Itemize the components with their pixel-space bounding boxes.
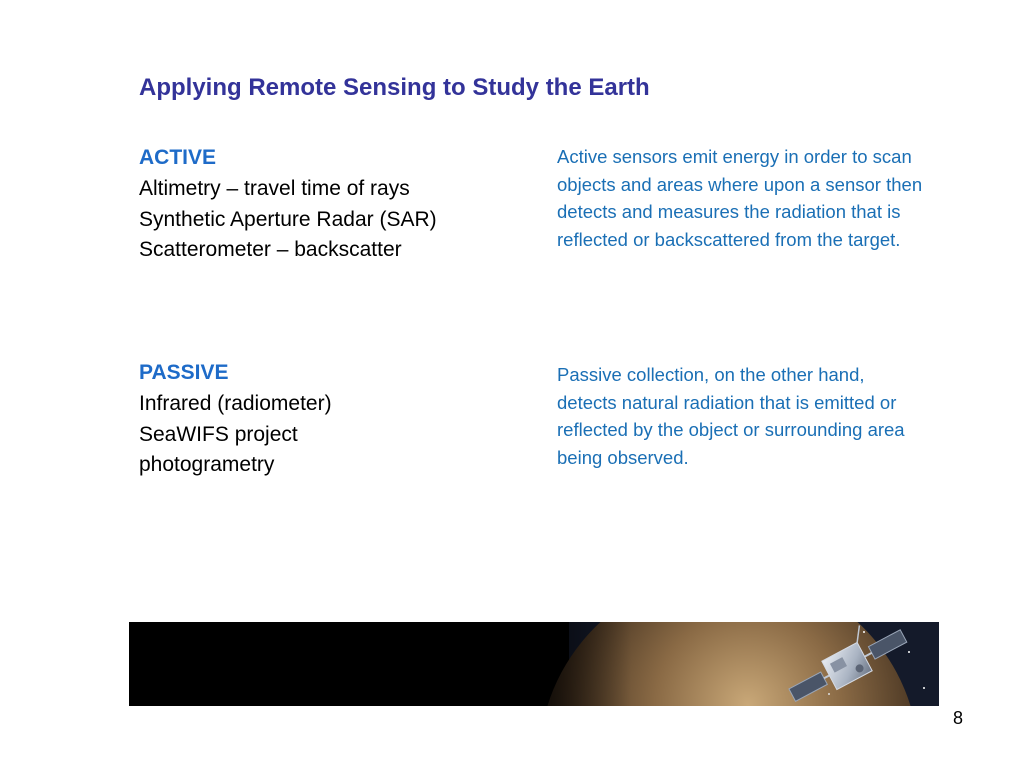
passive-item-infrared: Infrared (radiometer)	[139, 392, 332, 415]
active-items-list	[139, 174, 437, 266]
passive-description: Passive collection, on the other hand, detects natural radiation that is emitted or reflected by the object or surrounding area being observed.	[557, 364, 905, 468]
passive-heading: PASSIVE	[139, 361, 229, 384]
page-number: 8	[952, 708, 963, 728]
active-heading: ACTIVE	[139, 146, 217, 169]
active-item-scatterometer: Scatterometer – backscatter	[139, 238, 402, 261]
active-description: Active sensors emit energy in order to scan objects and areas where upon a sensor then detects and measures the radiation that is reflected or backscattered from the target.	[557, 146, 923, 250]
passive-item-seawifs: SeaWIFS project	[139, 422, 298, 446]
slide-title: Applying Remote Sensing to Study the Earth	[139, 74, 650, 101]
satellite-over-planet-banner	[129, 622, 939, 706]
banner-illustration	[129, 622, 939, 706]
passive-items-list	[139, 389, 332, 481]
active-item-altimetry: Altimetry – travel time of rays	[139, 177, 410, 200]
active-item-sar: Synthetic Aperture Radar (SAR)	[139, 207, 437, 231]
passive-item-photogrametry: photogrametry	[139, 453, 275, 476]
